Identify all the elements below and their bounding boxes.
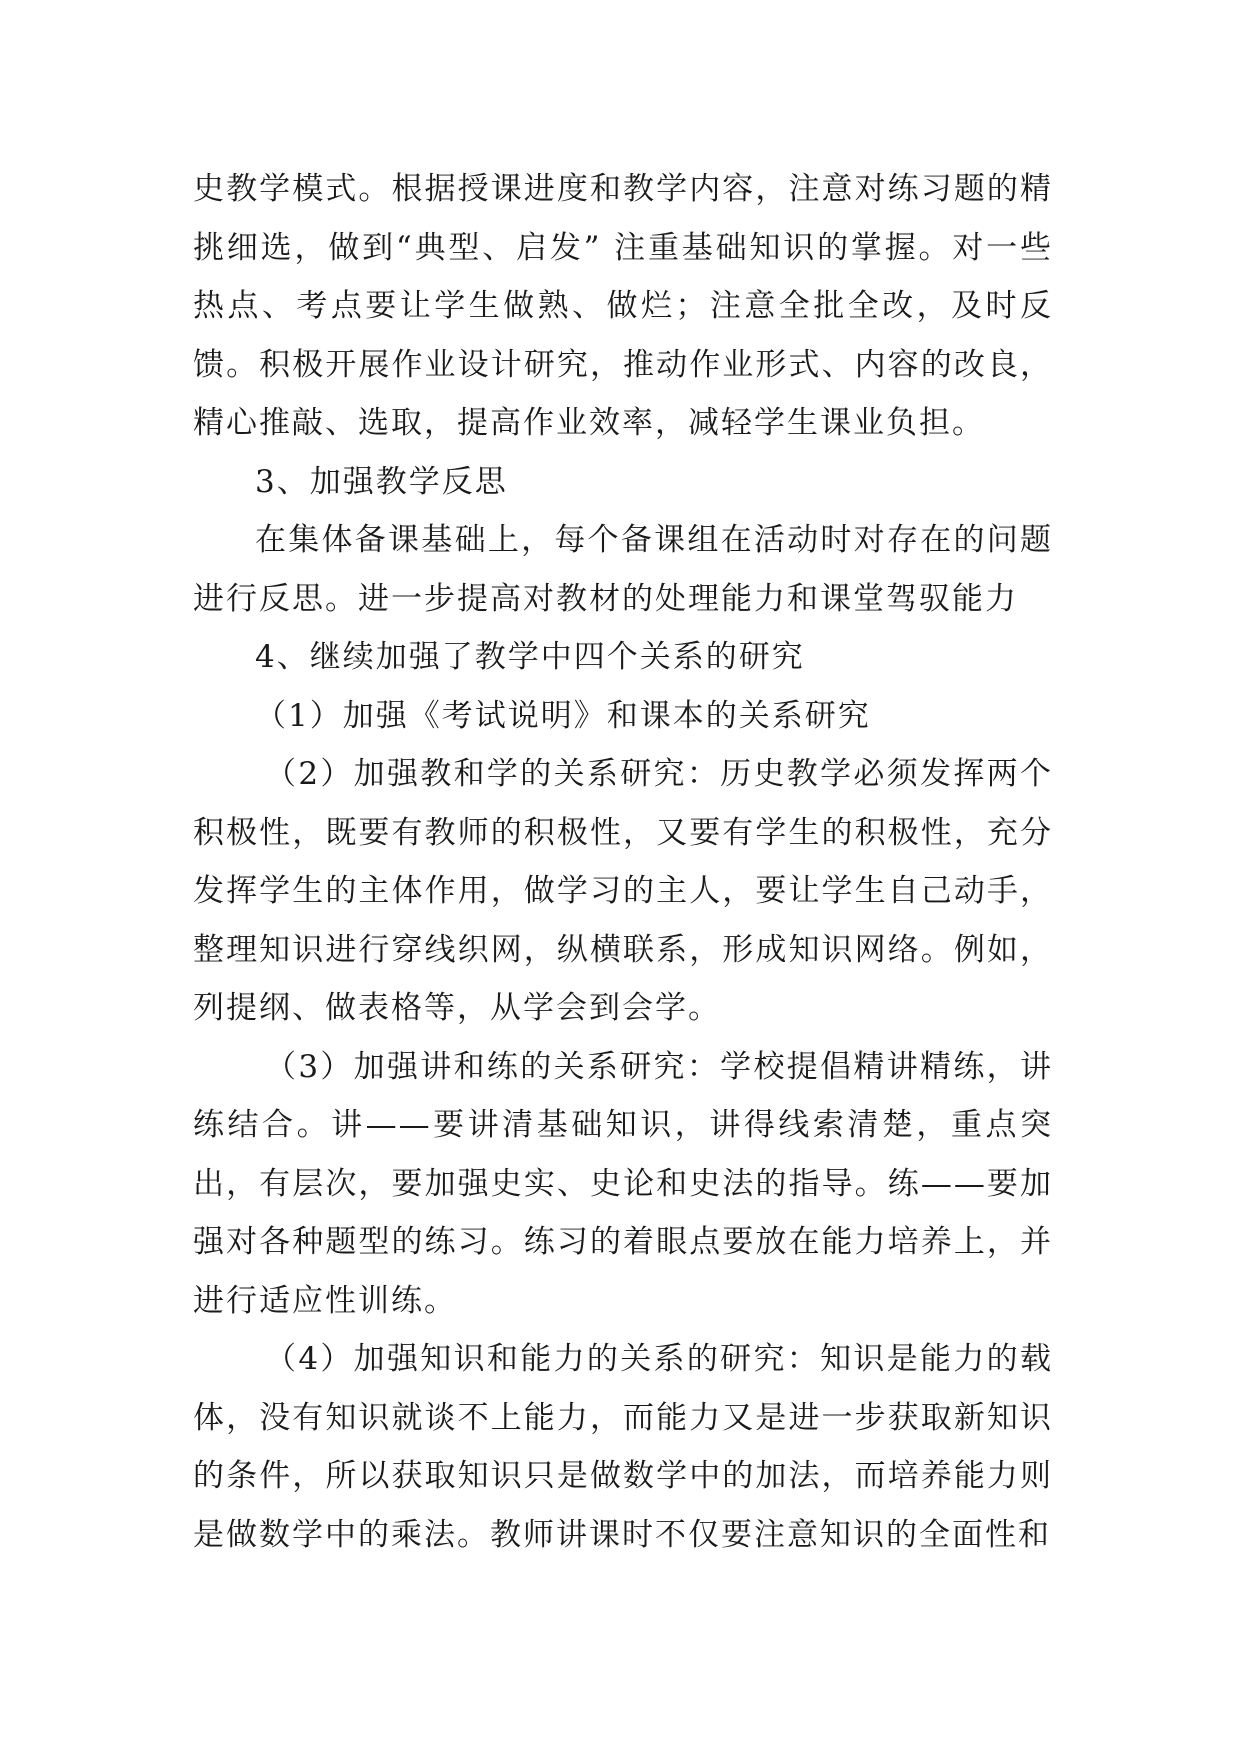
item-2-teach-learn: （2）加强教和学的关系研究：历史教学必须发挥两个积极性，既要有教师的积极性，又要有学生的积极性，充分发挥学生的主体作用，做学习的主人，要让学生自己动手，整理知识进行穿线织网，纵横联系，形成知识网络。例如，列提纲、做表格等，从学会到会学。 bbox=[193, 756, 1053, 1026]
item-1-exam-relation: （1）加强《考试说明》和课本的关系研究 bbox=[255, 697, 871, 734]
heading-4-relations: 4、继续加强了教学中四个关系的研究 bbox=[255, 639, 805, 675]
item-4-knowledge-ability: （4）加强知识和能力的关系的研究：知识是能力的载体，没有知识就谈不上能力，而能力又是进一步获取新知识的条件，所以获取知识只是做数学中的加法，而培养能力则是做数学中的乘法。教师讲课时不仅要注意知识的全面性和 bbox=[193, 1341, 1053, 1553]
paragraph-reflection: 在集体备课基础上，每个备课组在活动时对存在的问题进行反思。进一步提高对教材的处理能力和课堂驾驭能力 bbox=[193, 522, 1053, 617]
document-body bbox=[193, 160, 1053, 1564]
paragraph-continuation: 史教学模式。根据授课进度和教学内容，注意对练习题的精挑细选，做到“典型、启发” 注重基础知识的掌握。对一些热点、考点要让学生做熟、做烂；注意全批全改，及时反馈。积极开展作业设计研究，推动作业形式、内容的改良，精心推敲、选取，提高作业效率，减轻学生课业负担。 bbox=[193, 171, 1053, 441]
item-3-lecture-practice: （3）加强讲和练的关系研究：学校提倡精讲精练，讲练结合。讲——要讲清基础知识，讲得线索清楚，重点突出，有层次，要加强史实、史论和史法的指导。练——要加强对各种题型的练习。练习的着眼点要放在能力培养上，并进行适应性训练。 bbox=[193, 1048, 1053, 1319]
heading-3-reflection: 3、加强教学反思 bbox=[255, 463, 508, 500]
